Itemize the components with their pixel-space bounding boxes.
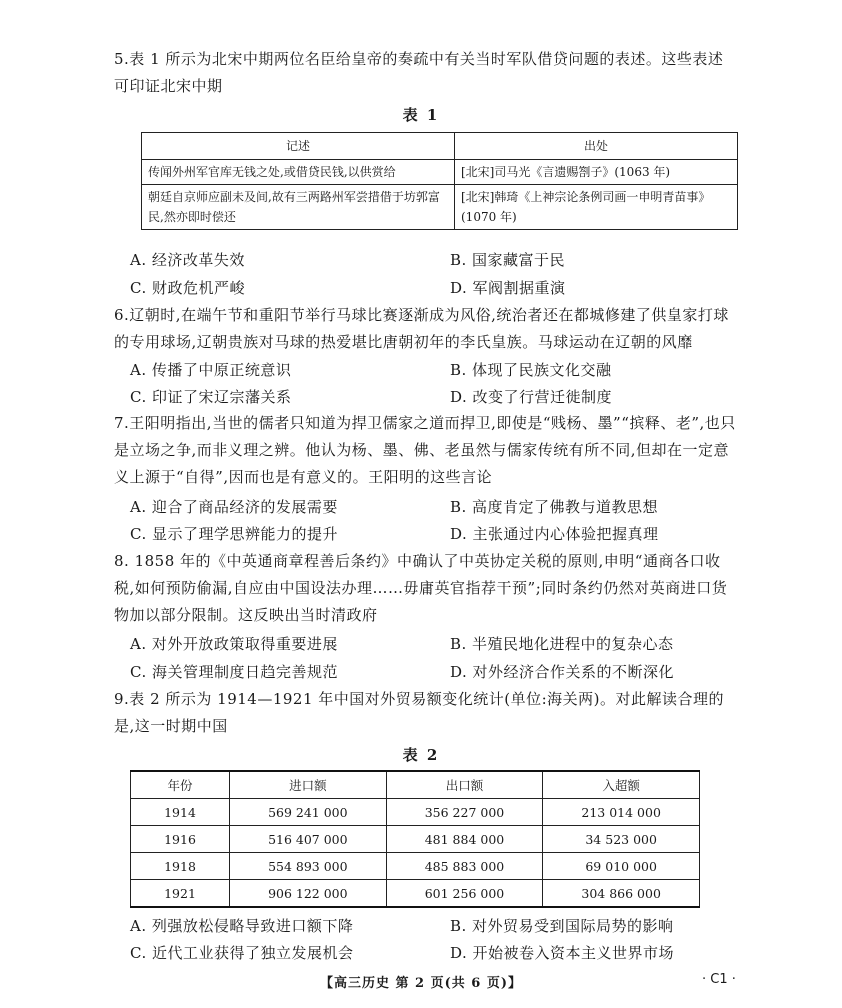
q9-option-c[interactable]: C. 近代工业获得了独立发展机会 [130, 944, 354, 962]
question-5-stem: 5.表 1 所示为北宋中期两位名臣给皇帝的奏疏中有关当时军队借贷问题的表述。这些表述可印证北宋中期 [114, 50, 724, 95]
q7-option-a[interactable]: A. 迎合了商品经济的发展需要 [130, 498, 338, 516]
table-1-cell: 朝廷自京师应副未及间,故有三两路州军尝措借于坊郭富民,然亦即时偿还 [142, 185, 455, 230]
table-2-cell: 554 893 000 [230, 853, 387, 880]
table-2-cell: 213 014 000 [543, 799, 700, 826]
table-2-header: 进口额 [230, 771, 387, 799]
q9-option-d[interactable]: D. 开始被卷入资本主义世界市场 [450, 944, 675, 962]
question-8-stem: 8. 1858 年的《中英通商章程善后条约》中确认了中英协定关税的原则,申明“通商各口收税,如何预防偷漏,自应由中国设法办理……毋庸英官指荐干预”;同时条约仍然对英商进口货物加以部分限制。这反映出当时清政府 [114, 552, 728, 624]
q8-option-c[interactable]: C. 海关管理制度日趋完善规范 [130, 663, 338, 681]
paper-code: · C1 · [702, 972, 736, 987]
table-2 [130, 770, 700, 908]
table-2-cell: 1916 [131, 826, 230, 853]
table-row [131, 826, 700, 853]
table-2-cell: 304 866 000 [543, 880, 700, 908]
table-1-cell: [北宋]韩琦《上神宗论条例司画一申明青苗事》(1070 年) [455, 185, 738, 230]
q7-option-d[interactable]: D. 主张通过内心体验把握真理 [450, 525, 659, 543]
q5-option-c[interactable]: C. 财政危机严峻 [130, 279, 245, 297]
table-2-header: 年份 [131, 771, 230, 799]
page-footer: 【高三历史 第 2 页(共 6 页)】 [319, 976, 523, 991]
table-2-header: 入超额 [543, 771, 700, 799]
q5-option-d[interactable]: D. 军阀割据重演 [450, 279, 566, 297]
table-2-cell: 34 523 000 [543, 826, 700, 853]
table-2-caption: 表 2 [402, 746, 440, 764]
table-2-cell: 1921 [131, 880, 230, 908]
table-1-header: 出处 [455, 133, 738, 160]
q7-option-b[interactable]: B. 高度肯定了佛教与道教思想 [450, 498, 659, 516]
table-row [131, 880, 700, 908]
q8-option-d[interactable]: D. 对外经济合作关系的不断深化 [450, 663, 675, 681]
table-2-cell: 906 122 000 [230, 880, 387, 908]
table-2-cell: 1914 [131, 799, 230, 826]
table-2-cell: 356 227 000 [386, 799, 543, 826]
q5-option-b[interactable]: B. 国家藏富于民 [450, 251, 566, 269]
table-2-cell: 485 883 000 [386, 853, 543, 880]
table-2-cell: 481 884 000 [386, 826, 543, 853]
q7-option-c[interactable]: C. 显示了理学思辨能力的提升 [130, 525, 338, 543]
table-2-cell: 516 407 000 [230, 826, 387, 853]
q5-option-a[interactable]: A. 经济改革失效 [130, 251, 245, 269]
q6-option-a[interactable]: A. 传播了中原正统意识 [130, 361, 292, 379]
table-1-cell: [北宋]司马光《言遗赐劄子》(1063 年) [455, 160, 738, 185]
table-1 [141, 132, 738, 230]
q8-option-a[interactable]: A. 对外开放政策取得重要进展 [130, 635, 338, 653]
table-2-cell: 1918 [131, 853, 230, 880]
table-2-header: 出口额 [386, 771, 543, 799]
table-2-cell: 569 241 000 [230, 799, 387, 826]
table-1-header: 记述 [142, 133, 455, 160]
question-6-stem: 6.辽朝时,在端午节和重阳节举行马球比赛逐渐成为风俗,统治者还在都城修建了供皇家打球的专用球场,辽朝贵族对马球的热爱堪比唐朝初年的李氏皇族。马球运动在辽朝的风靡 [114, 306, 729, 351]
table-1-caption: 表 1 [402, 106, 440, 124]
table-1-cell: 传闻外州军官库无钱之处,或借贷民钱,以供赏给 [142, 160, 455, 185]
q6-option-c[interactable]: C. 印证了宋辽宗藩关系 [130, 388, 292, 406]
q6-option-d[interactable]: D. 改变了行营迁徙制度 [450, 388, 613, 406]
table-row [131, 853, 700, 880]
table-2-cell: 69 010 000 [543, 853, 700, 880]
q6-option-b[interactable]: B. 体现了民族文化交融 [450, 361, 612, 379]
q9-option-b[interactable]: B. 对外贸易受到国际局势的影响 [450, 917, 674, 935]
question-7-stem: 7.王阳明指出,当世的儒者只知道为捍卫儒家之道而捍卫,即使是“贱杨、墨”“摈释、老”,也只是立场之争,而非义理之辨。他认为杨、墨、佛、老虽然与儒家传统有所不同,但却在一定意义上源于“自得”,因而也是有意义的。王阳明的这些言论 [114, 414, 736, 486]
table-row [131, 799, 700, 826]
q8-option-b[interactable]: B. 半殖民地化进程中的复杂心态 [450, 635, 674, 653]
q9-option-a[interactable]: A. 列强放松侵略导致进口额下降 [130, 917, 354, 935]
question-9-stem: 9.表 2 所示为 1914—1921 年中国对外贸易额变化统计(单位:海关两)。对此解读合理的是,这一时期中国 [114, 690, 725, 735]
table-2-cell: 601 256 000 [386, 880, 543, 908]
